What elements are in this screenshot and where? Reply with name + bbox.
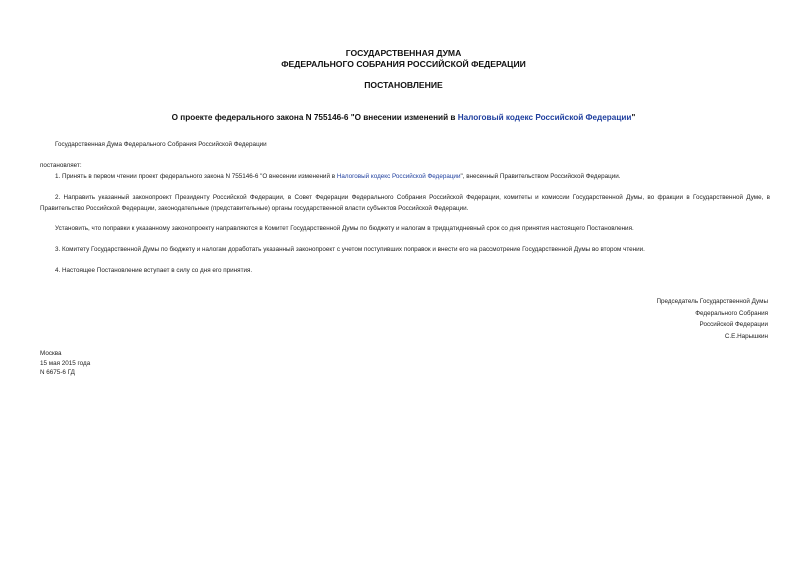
footer-date: 15 мая 2015 года xyxy=(40,359,91,367)
document-title xyxy=(0,112,807,123)
signature-name: С.Е.Нарышкин xyxy=(724,332,768,340)
header-line-1: ГОСУДАРСТВЕННАЯ ДУМА xyxy=(345,48,462,58)
title-prefix: О проекте федерального закона N 755146-6 "О внесении изменений в xyxy=(171,113,458,122)
signature-block xyxy=(656,296,768,342)
signature-position-1: Председатель Государственной Думы xyxy=(656,298,768,305)
document-type: ПОСТАНОВЛЕНИЕ xyxy=(364,80,443,90)
p1-codex-link[interactable]: Налоговый кодекс Российской Федерации xyxy=(336,173,461,180)
title-codex-link[interactable]: Налоговый кодекс Российской Федерации xyxy=(457,113,632,122)
p1-suffix: ", внесенный Правительством Российской Федерации. xyxy=(460,173,621,180)
footer-block xyxy=(40,349,90,378)
paragraph-2: 2. Направить указанный законопроект Президенту Российской Федерации, в Совет Федерации Федерального Собрания Российской Федерации, комитеты и комиссии Государственной Думы, во фракции в Государственной Думе, в Правительство Российской Федерации, законодательные (представительные) органы государственной власти субъектов Российской Федерации. xyxy=(40,194,770,212)
signature-position-3: Российской Федерации xyxy=(699,321,768,328)
title-suffix: " xyxy=(631,113,636,122)
intro-paragraph: Государственная Дума Федерального Собрания Российской Федерации xyxy=(55,141,267,148)
footer-city: Москва xyxy=(40,350,62,357)
paragraph-2b: Установить, что поправки к указанному законопроекту направляются в Комитет Государственной Думы по бюджету и налогам в тридцатидневный срок со дня принятия настоящего Постановления. xyxy=(55,225,634,232)
resolves-label: постановляет: xyxy=(40,162,82,169)
paragraph-4: 4. Настоящее Постановление вступает в силу со дня его принятия. xyxy=(55,267,253,274)
footer-number: N 6675-6 ГД xyxy=(40,369,75,377)
header-line-2: ФЕДЕРАЛЬНОГО СОБРАНИЯ РОССИЙСКОЙ ФЕДЕРАЦИИ xyxy=(281,59,526,69)
paragraph-1 xyxy=(40,172,770,183)
signature-position-2: Федерального Собрания xyxy=(695,309,768,317)
p1-prefix: 1. Принять в первом чтении проект федерального закона N 755146-6 "О внесении изменений в xyxy=(55,173,337,180)
paragraph-3: 3. Комитету Государственной Думы по бюджету и налогам доработать указанный законопроект с учетом поступивших поправок и внести его на рассмотрение Государственной Думы во втором чтении. xyxy=(55,246,645,253)
